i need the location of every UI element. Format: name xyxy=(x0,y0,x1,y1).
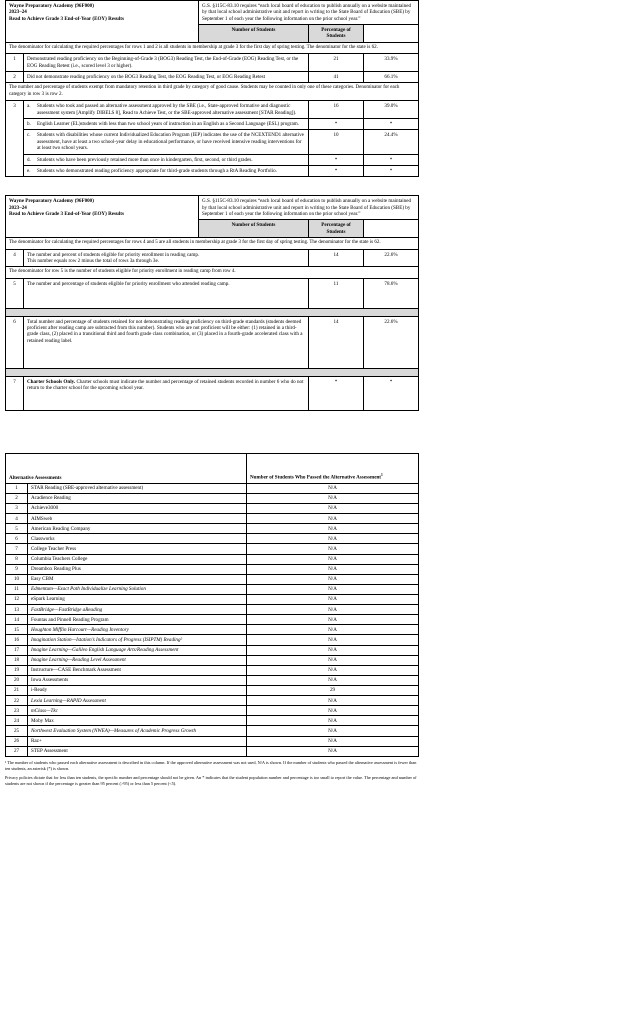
col-header-alternative-assessments: Alternative Assessments xyxy=(6,453,247,483)
row-number: 16 xyxy=(6,635,28,645)
row-number: 15 xyxy=(6,625,28,635)
row-3b-description xyxy=(24,119,309,130)
passed-count: N/A xyxy=(247,524,419,534)
table-row xyxy=(6,584,419,594)
table-row xyxy=(6,685,419,695)
assessment-name: Instructure—CASE Benchmark Assessment xyxy=(28,665,247,675)
table1-header-row xyxy=(6,1,419,25)
row-percentage-students: 22.6% xyxy=(364,249,419,267)
row-number: 3 xyxy=(6,503,28,513)
row-number-students: * xyxy=(309,165,364,176)
assessment-name: Fountas and Pinnell Reading Program xyxy=(28,615,247,625)
passed-count: N/A xyxy=(247,736,419,746)
row-number-students: 14 xyxy=(309,316,364,368)
table-row xyxy=(6,736,419,746)
row-4-text-line2: This number equals row 2 minus the total of rows 3a through 3e. xyxy=(27,257,159,264)
col-header-number-students: Number of Students xyxy=(199,25,309,43)
assessment-name: Easy CBM xyxy=(28,574,247,584)
alt-table-body xyxy=(6,483,419,756)
assessment-name: Edmentum—Exact Path Individualize Learning Solution xyxy=(28,584,247,594)
assessment-name: Dreambox Reading Plus xyxy=(28,564,247,574)
rta-results-table-2 xyxy=(5,195,419,411)
assessment-name: AIMSweb xyxy=(28,514,247,524)
row-percentage-students: 22.6% xyxy=(364,316,419,368)
passed-count: N/A xyxy=(247,635,419,645)
passed-count: N/A xyxy=(247,655,419,665)
school-name: Wayne Preparatory Academy (96F000) xyxy=(9,198,94,205)
school-year: 2023–24 xyxy=(9,9,27,16)
table-row xyxy=(6,165,419,176)
col-header-passed-count-text: Number of Students Who Passed the Alternative Assessment xyxy=(250,475,381,482)
passed-count: N/A xyxy=(247,675,419,685)
row-3e-description xyxy=(24,165,309,176)
row-number: 1 xyxy=(6,54,24,72)
row-number: 23 xyxy=(6,706,28,716)
row-percentage-students: 66.1% xyxy=(364,72,419,83)
sub-item-text: Students who demonstrated reading proficiency appropriate for third-grade students through a RtA Reading Portfolio. xyxy=(37,167,277,174)
table-row xyxy=(6,746,419,756)
row-percentage-students: 78.6% xyxy=(364,278,419,308)
table-row xyxy=(6,615,419,625)
row-number-students: 14 xyxy=(309,249,364,267)
table-row xyxy=(6,716,419,726)
charter-schools-only-label: Charter Schools Only. xyxy=(27,378,76,385)
report-title: Read to Achieve Grade 3 End-of-Year (EOY) Results xyxy=(9,210,124,217)
table-row xyxy=(6,376,419,410)
col-header-percentage-students: Percentage of Students xyxy=(309,220,364,238)
table2-denominator-note-row xyxy=(6,238,419,250)
row-number-students: 11 xyxy=(309,278,364,308)
assessment-name: Northwest Evaluation System (NWEA)—Measures of Academic Progress Growth xyxy=(28,726,247,736)
row-number: 25 xyxy=(6,726,28,736)
table-row xyxy=(6,554,419,564)
row-number: 27 xyxy=(6,746,28,756)
sub-item-text: Students with disabilities whose current Individualized Education Program (IEP) indicates the use of the NCEXTEND1 alternative assessment, have at least a two school-year delay in educational performance, or have received intensive reading interventions for at least two school years. xyxy=(37,132,304,152)
assessment-name: Achieve3000 xyxy=(28,503,247,513)
footnote-2: Privacy policies dictate that for less than ten students, the specific number and percentage should not be given. An * indicates that the student population number and percentage is too small to report the value. The percentage and number of students are not shown if the percentage is greater than 95 percent (>95) or less than 5 percent (<5). xyxy=(5,775,417,787)
passed-count: N/A xyxy=(247,554,419,564)
passed-count: N/A xyxy=(247,503,419,513)
row-number: 7 xyxy=(6,376,24,410)
table-row xyxy=(6,635,419,645)
sub-item-text: Students who took and passed an alternative assessment approved by the SBE (i.e., State-approved formative and diagnostic assessment system [Amplify DIBELS 8], Read to Achieve Test, or the SBE-approved alternative assessment [STAR Reading]). xyxy=(37,103,297,116)
table-row xyxy=(6,665,419,675)
passed-count: N/A xyxy=(247,665,419,675)
row-percentage-students: * xyxy=(364,165,419,176)
table-row xyxy=(6,726,419,736)
footnote-1: ¹ The number of students who passed each alternative assessment is described in this column. If the approved alternative assessment was not used, N/A is shown. If the number of students who passed the alternative assessment is fewer than ten students, an asterisk (*) is shown. xyxy=(5,759,417,771)
passed-count: N/A xyxy=(247,746,419,756)
row-number-students: 16 xyxy=(309,101,364,119)
passed-count: N/A xyxy=(247,696,419,706)
row-percentage-students: * xyxy=(364,119,419,130)
row-description: Total number and percentage of students retained for not demonstrating reading proficiency on third-grade standards (students deemed proficient after reading camp are subtracted from this number). Students who are not proficient will be either: (1) retained in a third-grade class, (2) placed in a transitional third and fourth grade class combination, or (3) placed in a fourth-grade accelerated class with a retained reading label. xyxy=(24,316,309,368)
table1-exempt-note-row xyxy=(6,83,419,101)
rta-results-table-1 xyxy=(5,0,419,177)
row-percentage-students: * xyxy=(364,154,419,165)
row-number: 12 xyxy=(6,594,28,604)
col-header-number-students: Number of Students xyxy=(199,220,309,238)
row-percentage-students: 39.0% xyxy=(364,101,419,119)
table-row xyxy=(6,574,419,584)
row-number: 1 xyxy=(6,483,28,493)
assessment-name: STAR Reading (SBE-approved alternative assessment) xyxy=(28,483,247,493)
col-header-passed-count xyxy=(247,453,419,483)
row-number: 18 xyxy=(6,655,28,665)
table-row xyxy=(6,483,419,493)
table-row xyxy=(6,493,419,503)
row-7-text: Charter schools must indicate the number and percentage of retained students recorded in number 6 who do not return to the charter school for the upcoming school year. xyxy=(27,378,304,392)
passed-count: N/A xyxy=(247,625,419,635)
table-row xyxy=(6,534,419,544)
table-row xyxy=(6,278,419,308)
row-number: 14 xyxy=(6,615,28,625)
row-number-students: 41 xyxy=(309,72,364,83)
row-number: 5 xyxy=(6,278,24,308)
footnotes-block xyxy=(5,760,418,787)
table-row xyxy=(6,154,419,165)
passed-count: N/A xyxy=(247,514,419,524)
passed-count: N/A xyxy=(247,574,419,584)
row-number-students: * xyxy=(309,154,364,165)
row-number: 17 xyxy=(6,645,28,655)
sub-item-letter: c. xyxy=(27,132,31,139)
assessment-name: Imagine Learning—Galileo English Language Arts/Reading Assessment xyxy=(28,645,247,655)
passed-count: N/A xyxy=(247,706,419,716)
passed-count: N/A xyxy=(247,594,419,604)
table2-denominator-note-row-5 xyxy=(6,267,419,279)
row-number: 9 xyxy=(6,564,28,574)
row-number: 21 xyxy=(6,685,28,695)
table-gap-1 xyxy=(0,177,635,195)
row-percentage-students: 24.4% xyxy=(364,130,419,154)
table-row xyxy=(6,54,419,72)
assessment-name: Houghton Mifflin Harcourt—Reading Inventory xyxy=(28,625,247,635)
passed-count: N/A xyxy=(247,544,419,554)
row-number: 2 xyxy=(6,493,28,503)
row-number: 26 xyxy=(6,736,28,746)
row-number: 20 xyxy=(6,675,28,685)
denominator-note-rows-1-2: The denominator for calculating the required percentages for rows 1 and 2 is all students in membership at grade 3 for the first day of spring testing. The denominator for the state is 62. xyxy=(6,42,419,54)
school-year: 2023–24 xyxy=(9,204,27,211)
sub-item-letter: e. xyxy=(27,167,31,174)
passed-count: N/A xyxy=(247,584,419,594)
assessment-name: Iowa Assessments xyxy=(28,675,247,685)
denominator-note-rows-4-5: The denominator for calculating the required percentages for rows 4 and 5 are all students in membership at grade 3 for the first day of spring testing. The denominator for the state is 62. xyxy=(6,238,419,250)
table-gap-2 xyxy=(0,411,635,453)
passed-count: N/A xyxy=(247,493,419,503)
table-row xyxy=(6,316,419,368)
table-row xyxy=(6,645,419,655)
sub-item-letter: b. xyxy=(27,121,31,128)
row-number-students: 10 xyxy=(309,130,364,154)
table-row xyxy=(6,594,419,604)
passed-count: N/A xyxy=(247,564,419,574)
assessment-name: Acadience Reading xyxy=(28,493,247,503)
row-number: 7 xyxy=(6,544,28,554)
footnote-marker: 1 xyxy=(380,473,383,478)
row-number-students: * xyxy=(309,119,364,130)
table-row xyxy=(6,605,419,615)
table-row xyxy=(6,655,419,665)
table-row xyxy=(6,524,419,534)
table1-denominator-note-row xyxy=(6,42,419,54)
sub-item-text: Students who have been previously retained more than once in kindergarten, first, second, or third grades. xyxy=(37,156,253,163)
row-3c-description xyxy=(24,130,309,154)
gray-separator-band xyxy=(6,308,419,316)
assessment-name: Lexia Learning—RAPID Assessment xyxy=(28,696,247,706)
alt-table-header-row xyxy=(6,453,419,483)
table2-statute-text: G.S. §115C-83.10 requires “each local board of education to publish annually on a website maintained by that local school administrative unit and report in writing to the State Board of Education (SBE) by September 1 of each year the following information on the prior school year.” xyxy=(199,196,419,220)
row-number: 3 xyxy=(6,101,24,177)
row-4-text-line1: The number and percent of students eligible for priority enrollment in reading camp. xyxy=(27,251,200,258)
sub-item-text: English Learner (EL)students with less than two school years of instruction in an English as a Second Language (ESL) program. xyxy=(37,121,299,128)
assessment-name: Classworks xyxy=(28,534,247,544)
row-number: 19 xyxy=(6,665,28,675)
table-row xyxy=(6,130,419,154)
passed-count: N/A xyxy=(247,605,419,615)
alternative-assessments-table xyxy=(5,453,419,757)
table-row xyxy=(6,119,419,130)
assessment-name: mClass—Tkc xyxy=(28,706,247,716)
table1-statute-text: G.S. §115C-83.10 requires “each local board of education to publish annually on a website maintained by that local school administrative unit and report in writing to the State Board of Education (SBE) by September 1 of each year the following information on the prior school year.” xyxy=(199,1,419,25)
row-number: 4 xyxy=(6,514,28,524)
table-row xyxy=(6,706,419,716)
passed-count: N/A xyxy=(247,645,419,655)
row-description: Did not demonstrate reading proficiency on the BOG3 Reading Test, the EOG Reading Test, or EOG Reading Retest xyxy=(24,72,309,83)
gray-separator-band xyxy=(6,368,419,376)
row-percentage-students: 33.9% xyxy=(364,54,419,72)
row-description: Demonstrated reading proficiency on the Beginning-of-Grade 3 (BOG3) Reading Test, the End-of-Grade (EOG) Reading Test, or the EOG Reading Retest (i.e., scored level 3 or higher). xyxy=(24,54,309,72)
table1-title-cell xyxy=(6,1,199,43)
assessment-name: Imagination Station—Istation’s Indicators of Progress (ISIPTM) Reading² xyxy=(28,635,247,645)
row-number-students: * xyxy=(309,376,364,410)
passed-count: N/A xyxy=(247,716,419,726)
row-number: 2 xyxy=(6,72,24,83)
row-description xyxy=(24,376,309,410)
table-row xyxy=(6,72,419,83)
assessment-name: College Teacher Press xyxy=(28,544,247,554)
row-number: 5 xyxy=(6,524,28,534)
assessment-name: FastBridge—FastBridge aReading xyxy=(28,605,247,615)
passed-count: N/A xyxy=(247,726,419,736)
passed-count: N/A xyxy=(247,483,419,493)
row-description: The number and percentage of students eligible for priority enrollment who attended reading camp. xyxy=(24,278,309,308)
row-number: 10 xyxy=(6,574,28,584)
passed-count: 29 xyxy=(247,685,419,695)
row-number: 6 xyxy=(6,316,24,368)
table-row xyxy=(6,564,419,574)
row-number-students: 21 xyxy=(309,54,364,72)
assessment-name: Columbia Teachers College xyxy=(28,554,247,564)
denominator-note-row-5: The denominator for row 5 is the number of students eligible for priority enrollment in reading camp from row 4. xyxy=(6,267,419,279)
table-row xyxy=(6,696,419,706)
table2-title-cell xyxy=(6,196,199,238)
row-number: 22 xyxy=(6,696,28,706)
assessment-name: eSpark Learning xyxy=(28,594,247,604)
assessment-name: Imagine Learning—Reading Level Assessment xyxy=(28,655,247,665)
good-cause-exemption-note: The number and percentage of students exempt from mandatory retention in third grade by category of good cause. Students may be counted in only one of these categories. Denominator for each category in row 3 is row 2. xyxy=(6,83,419,101)
row-number: 8 xyxy=(6,554,28,564)
table-row xyxy=(6,503,419,513)
row-3a-description xyxy=(24,101,309,119)
row-number: 13 xyxy=(6,605,28,615)
row-percentage-students: * xyxy=(364,376,419,410)
assessment-name: STEP Assessment xyxy=(28,746,247,756)
row-number: 11 xyxy=(6,584,28,594)
assessment-name: American Reading Company xyxy=(28,524,247,534)
table-row xyxy=(6,101,419,119)
report-title: Read to Achieve Grade 3 End-of-Year (EOY) Results xyxy=(9,15,124,22)
table2-header-row xyxy=(6,196,419,220)
table-row xyxy=(6,514,419,524)
row-number: 24 xyxy=(6,716,28,726)
passed-count: N/A xyxy=(247,615,419,625)
table-row xyxy=(6,675,419,685)
assessment-name: i-Ready xyxy=(28,685,247,695)
school-name: Wayne Preparatory Academy (96F000) xyxy=(9,3,94,9)
table-row xyxy=(6,625,419,635)
passed-count: N/A xyxy=(247,534,419,544)
sub-item-letter: a. xyxy=(27,103,31,110)
sub-item-letter: d. xyxy=(27,156,31,163)
table-row xyxy=(6,249,419,267)
row-number: 6 xyxy=(6,534,28,544)
row-number: 4 xyxy=(6,249,24,267)
assessment-name: Moby Max xyxy=(28,716,247,726)
table-row xyxy=(6,544,419,554)
assessment-name: Raz+ xyxy=(28,736,247,746)
row-description xyxy=(24,249,309,267)
col-header-percentage-students: Percentage of Students xyxy=(309,25,364,43)
row-3d-description xyxy=(24,154,309,165)
